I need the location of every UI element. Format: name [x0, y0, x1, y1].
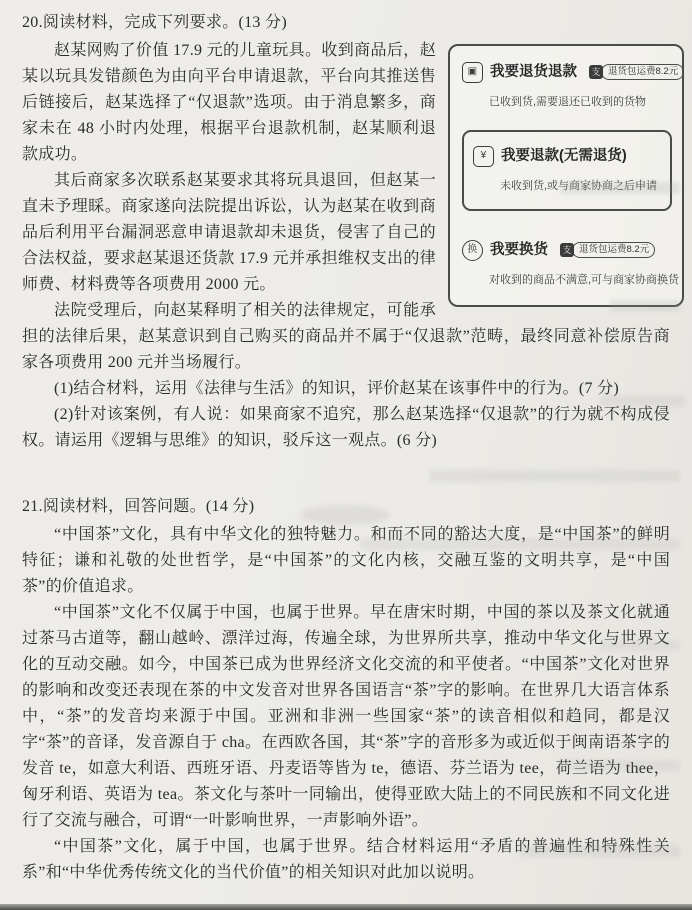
- question-21-heading: 21.阅读材料，回答问题。(14 分): [22, 498, 255, 515]
- question-20-body: [22, 38, 680, 454]
- option-head: [473, 143, 662, 169]
- question-20-subquestion-1: (1)结合材料，运用《法律与生活》的知识，评价赵某在该事件中的行为。(7 分): [54, 380, 620, 397]
- question-21-paragraph-3: “中国茶”文化，属于中国，也属于世界。结合材料运用“矛盾的普遍性和特殊性关系”和“中华优秀传统文化的当代价值”的相关知识对此加以说明。: [22, 838, 670, 881]
- badge-label: 退货包运费8.2元: [572, 242, 655, 259]
- option-head: [462, 237, 672, 263]
- option-head: [462, 59, 679, 85]
- question-21: [22, 494, 670, 886]
- question-20-subquestion-2: (2)针对该案例，有人说：如果商家不追究，那么赵某选择“仅退款”的行为就不构成侵权。请运用《逻辑与思维》的知识，驳斥这一观点。(6 分): [22, 406, 670, 449]
- insurance-logo-icon: 支: [560, 243, 574, 257]
- option-subtitle: 已收到货,需要退还已收到的货物: [489, 96, 647, 108]
- question-20-paragraph-2: 其后商家多次联系赵某要求其将玩具退回，但赵某一直未予理睬。商家遂向法院提出诉讼，认为赵某在收到商品后利用平台漏洞恶意申请退款却未退货，侵害了自己的合法权益，要求赵某退还货款 17.9 元并承担维权支出的律师费、材料费等各项费用 2000 元。: [22, 172, 436, 293]
- option-title: 我要退货退款: [490, 64, 577, 80]
- refund-shield-icon: ¥: [473, 146, 494, 167]
- freight-insurance-badge: [589, 64, 684, 81]
- badge-label: 退货包运费8.2元: [601, 64, 684, 81]
- option-title: 我要退款(无需退货): [501, 148, 627, 164]
- package-return-icon: ▣: [462, 62, 483, 83]
- refund-options-panel: [448, 44, 684, 307]
- option-subtitle: 对收到的商品不满意,可与商家协商换货: [489, 274, 680, 286]
- question-20-paragraph-3: 法院受理后，向赵某释明了相关的法律规定，可能承担的法律后果，赵某意识到自己购买的商品并不属于“仅退款”范畴，最终同意补偿原告商家各项费用 200 元并当场履行。: [22, 302, 670, 371]
- question-21-paragraph-1: “中国茶”文化，具有中华文化的独特魅力。和而不同的豁达大度，是“中国茶”的鲜明特征；谦和礼敬的处世哲学，是“中国茶”的文化内核，交融互鉴的文明共享，是“中国茶”的价值追求。: [22, 526, 670, 595]
- option-title: 我要换货: [490, 242, 548, 258]
- refund-option-exchange: [462, 237, 680, 293]
- question-20-heading: 20.阅读材料，完成下列要求。(13 分): [22, 14, 287, 31]
- page-bottom-edge: [0, 904, 692, 910]
- question-20-paragraph-1: 赵某网购了价值 17.9 元的儿童玩具。收到商品后，赵某以玩具发错颜色为由向平台申请退款，平台向其推送售后链接后，赵某选择了“仅退款”选项。由于消息繁多，商家未在 48 小时内处理，根据平台退款机制，赵某顺利退款成功。: [22, 42, 436, 163]
- refund-option-refund-only: [462, 130, 672, 211]
- insurance-logo-icon: 支: [589, 65, 603, 79]
- freight-insurance-badge: [560, 242, 655, 259]
- option-subtitle: 未收到货,或与商家协商之后申请: [500, 180, 658, 192]
- question-20: [22, 10, 680, 454]
- exchange-icon: 换: [462, 240, 483, 261]
- refund-option-return-and-refund: [462, 59, 679, 115]
- question-21-paragraph-2: “中国茶”文化不仅属于中国，也属于世界。早在唐宋时期，中国的茶以及茶文化就通过茶马古道等，翻山越岭、漂洋过海，传遍全球，为世界所共享，推动中华文化与世界文化的互动交融。如今，中国茶已成为世界经济文化交流的和平使者。“中国茶”文化对世界的影响和改变还表现在茶的中文发音对世界各国语言“茶”字的影响。在世界几大语言体系中，“茶”的发音均来源于中国。亚洲和非洲一些国家“茶”的读音相似和趋同，都是汉字“茶”的音译，发音源自于 cha。在西欧各国，其“茶”字的音形多为或近似于闽南语茶字的发音 te，如意大利语、西班牙语、丹麦语等皆为 te，德语、芬兰语为 tee，荷兰语为 thee，匈牙利语、英语为 tea。茶文化与茶叶一同输出，使得亚欧大陆上的不同民族和不同文化进行了交流与融合，可谓“一叶影响世界，一声影响外语”。: [22, 604, 670, 829]
